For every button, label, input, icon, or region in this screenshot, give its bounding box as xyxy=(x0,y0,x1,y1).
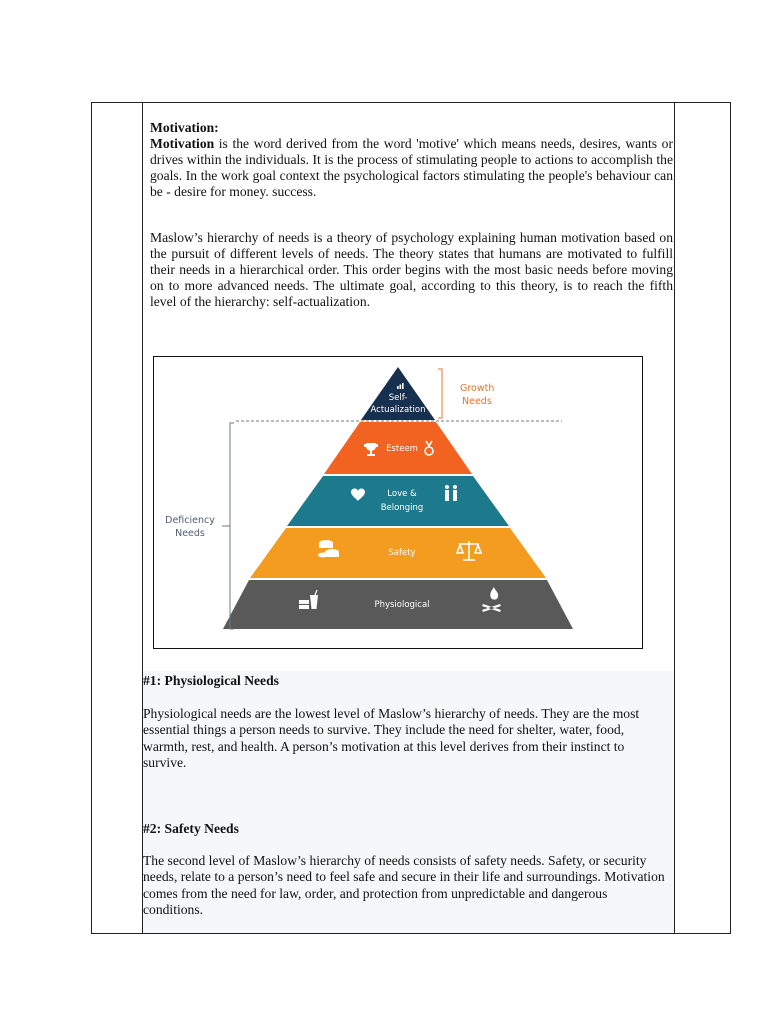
section-text-safety: The second level of Maslow’s hierarchy of needs consists of safety needs. Safety, or security needs, relate to a person’s need to feel safe and secure in their life and surroundings. Motivation comes from the need for law, order, and protection from unpredictable and dangerous conditions. xyxy=(143,853,665,917)
column-divider-right xyxy=(674,102,675,934)
motivation-body xyxy=(150,136,673,200)
label-esteem: Esteem xyxy=(386,444,418,454)
deficiency-label-1: Deficiency xyxy=(165,515,215,526)
content-cell xyxy=(143,103,674,933)
label-self-1: Self- xyxy=(388,393,408,403)
growth-bracket xyxy=(438,369,442,418)
label-safety: Safety xyxy=(388,548,416,558)
motivation-lead-word: Motivation xyxy=(150,136,215,151)
label-physiological: Physiological xyxy=(374,600,430,610)
label-love-1: Love & xyxy=(387,489,417,499)
growth-label-2: Needs xyxy=(462,396,492,407)
deficiency-label-2: Needs xyxy=(175,528,205,539)
section-text-physiological: Physiological needs are the lowest level of Maslow’s hierarchy of needs. They are the most essential things a person needs to survive. They include the need for shelter, water, food, warmth, rest, and health. A person’s motivation at this level derives from their instinct to survive. xyxy=(143,706,640,770)
pyramid-level-love-belonging xyxy=(287,476,509,526)
motivation-heading: Motivation: xyxy=(150,120,219,135)
section-heading-physiological: #1: Physiological Needs xyxy=(143,673,279,688)
growth-label-1: Growth xyxy=(460,383,495,394)
deficiency-bracket xyxy=(230,423,234,629)
label-self-2: Actualization xyxy=(370,405,426,415)
motivation-text: is the word derived from the word 'motive' which means needs, desires, wants or drives within the individuals. It is the process of stimulating people to actions to accomplish the goals. In the work goal context the psychological factors stimulating the people's behaviour can be - desire for money. success. xyxy=(150,136,673,199)
maslow-intro-paragraph: Maslow’s hierarchy of needs is a theory of psychology explaining human motivation based on the pursuit of different levels of needs. The theory states that humans are motivated to fulfill their needs in a hierarchical order. This order begins with the most basic needs before moving on to more advanced needs. The ultimate goal, according to this theory, is to reach the fifth level of the hierarchy: self-actualization. xyxy=(150,230,673,309)
pyramid-diagram xyxy=(154,357,642,648)
section-heading-safety: #2: Safety Needs xyxy=(143,821,239,836)
label-love-2: Belonging xyxy=(380,503,424,513)
motivation-paragraph xyxy=(150,120,673,200)
maslow-pyramid-figure xyxy=(153,356,643,649)
